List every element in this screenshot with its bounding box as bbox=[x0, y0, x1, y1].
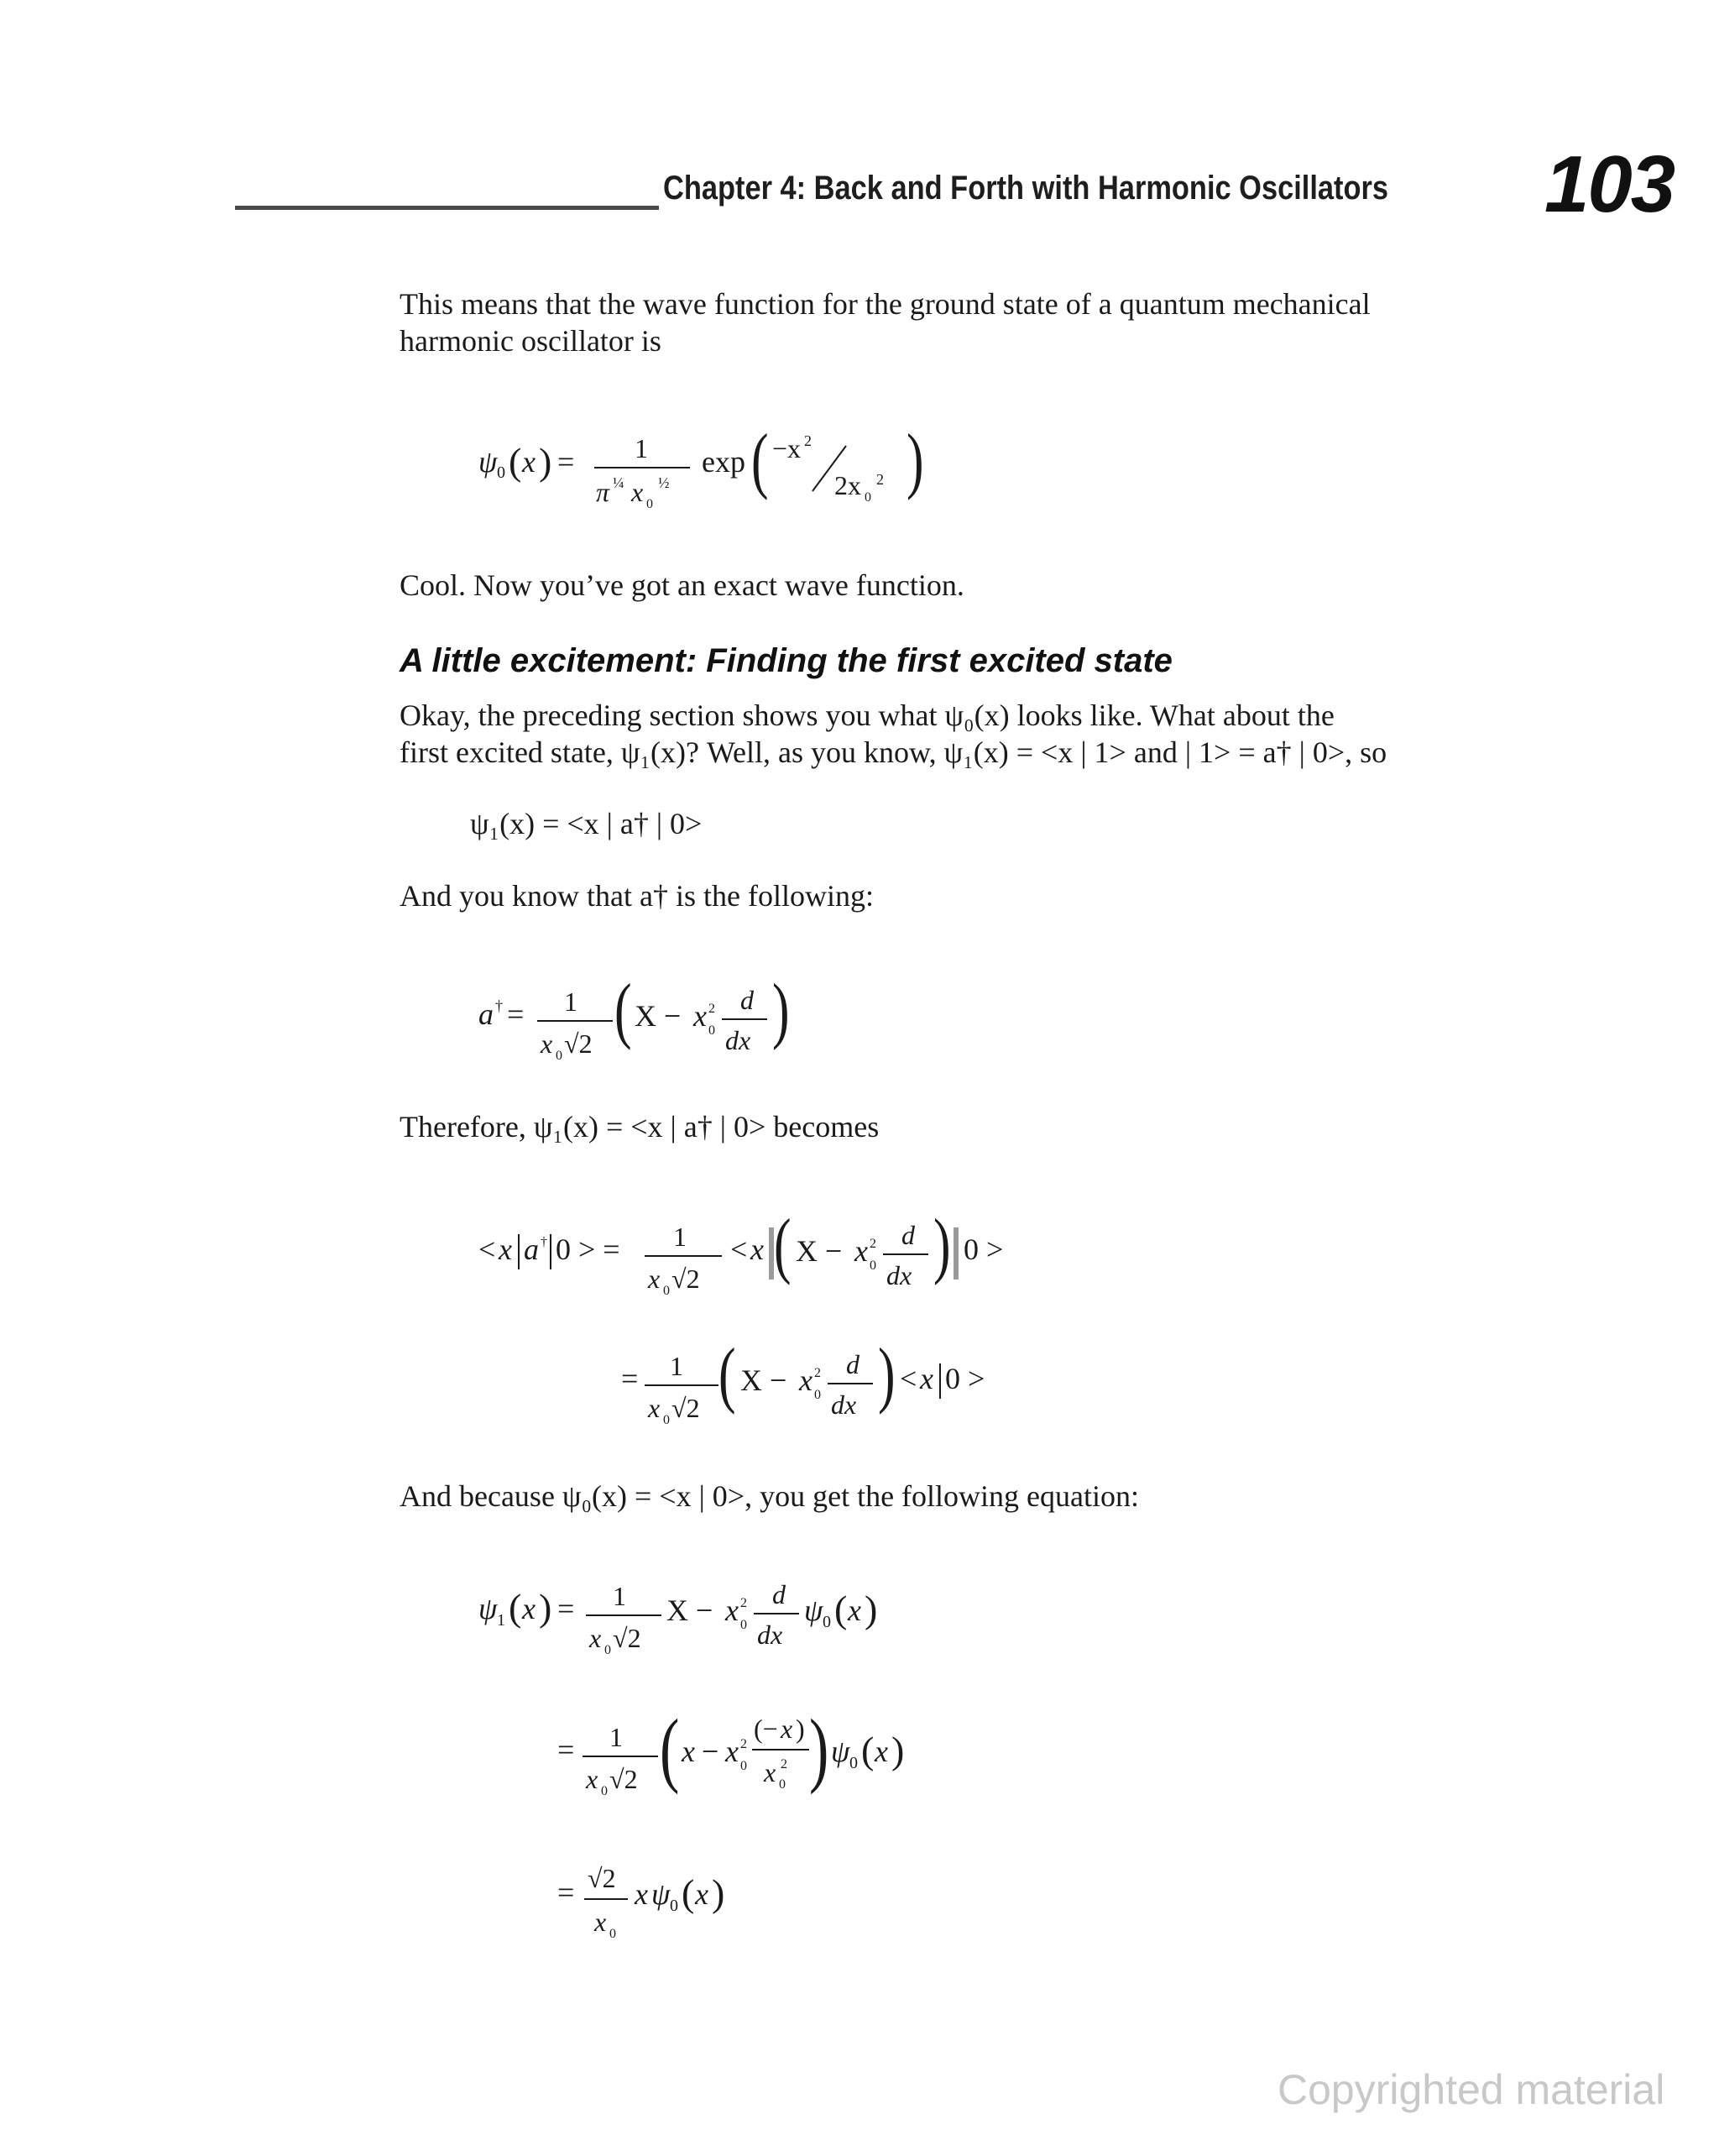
svg-text:0: 0 bbox=[865, 490, 871, 505]
svg-text:x: x bbox=[631, 477, 644, 507]
svg-text:1: 1 bbox=[635, 433, 648, 463]
svg-text:X −: X − bbox=[666, 1593, 713, 1627]
svg-text:x: x bbox=[648, 1264, 661, 1294]
svg-text:0: 0 bbox=[814, 1388, 821, 1402]
svg-text:(: ( bbox=[861, 1729, 875, 1771]
svg-text:dx: dx bbox=[831, 1389, 857, 1420]
equation-psi1-derivation bbox=[470, 1570, 1058, 1939]
svg-text:0: 0 bbox=[779, 1777, 786, 1792]
svg-text:x: x bbox=[750, 1232, 764, 1266]
svg-text:): ) bbox=[539, 1586, 552, 1629]
svg-text:2: 2 bbox=[870, 1237, 876, 1251]
svg-text:0: 0 bbox=[663, 1413, 670, 1427]
svg-text:2: 2 bbox=[876, 471, 884, 488]
svg-text:0: 0 bbox=[740, 1759, 747, 1773]
svg-text:1: 1 bbox=[613, 1581, 626, 1611]
svg-text:x: x bbox=[682, 1735, 695, 1768]
svg-text:<: < bbox=[900, 1362, 917, 1395]
svg-text:−x: −x bbox=[772, 433, 802, 463]
svg-text:0: 0 bbox=[497, 463, 505, 482]
svg-text:½: ½ bbox=[658, 474, 670, 491]
svg-text:x: x bbox=[781, 1714, 793, 1744]
svg-text:(: ( bbox=[682, 1871, 695, 1914]
svg-text:x: x bbox=[799, 1363, 812, 1397]
svg-text:<: < bbox=[730, 1232, 748, 1266]
paragraph-cool: Cool. Now you’ve got an exact wave function. bbox=[400, 568, 964, 602]
svg-text:=: = bbox=[557, 1592, 575, 1625]
svg-text:d: d bbox=[846, 1349, 860, 1379]
svg-text:x: x bbox=[594, 1907, 607, 1937]
svg-text:1: 1 bbox=[670, 1351, 683, 1381]
svg-text:2: 2 bbox=[804, 432, 812, 449]
svg-text:1: 1 bbox=[609, 1722, 623, 1752]
svg-text:x: x bbox=[695, 1877, 708, 1911]
section-heading: A little excitement: Finding the first excited state bbox=[400, 642, 1173, 679]
svg-text:x: x bbox=[522, 1592, 536, 1625]
paragraph-a-dagger: And you know that a† is the following: bbox=[400, 879, 874, 913]
svg-text:x: x bbox=[854, 1234, 868, 1268]
svg-text:=: = bbox=[507, 997, 525, 1031]
svg-text:0: 0 bbox=[670, 1897, 678, 1915]
paragraph-intro: This means that the wave function for the ground state of a quantum mechanical harmonic oscillator is bbox=[400, 287, 1371, 358]
svg-text:(: ( bbox=[614, 969, 632, 1051]
svg-text:(: ( bbox=[834, 1588, 848, 1630]
svg-text:√2: √2 bbox=[588, 1863, 616, 1893]
svg-text:2x: 2x bbox=[834, 470, 861, 500]
paragraph-excited-line1: Okay, the preceding section shows you what ψ₀(x) looks like. What about the bbox=[400, 699, 1335, 732]
svg-text:2: 2 bbox=[814, 1366, 821, 1380]
svg-text:X −: X − bbox=[796, 1234, 843, 1268]
equation-matrix-element bbox=[470, 1204, 1058, 1427]
svg-text:0: 0 bbox=[823, 1613, 831, 1631]
header-rule bbox=[235, 206, 659, 210]
svg-text:(−: (− bbox=[754, 1714, 778, 1744]
page-number: 103 bbox=[1544, 139, 1675, 229]
svg-text:X −: X − bbox=[740, 1363, 787, 1397]
svg-text:0: 0 bbox=[604, 1643, 611, 1657]
svg-text:2: 2 bbox=[781, 1757, 787, 1771]
svg-text:(: ( bbox=[774, 1204, 792, 1286]
svg-text:): ) bbox=[878, 1333, 896, 1416]
svg-text:): ) bbox=[796, 1714, 805, 1744]
svg-text:0 >: 0 > bbox=[964, 1232, 1004, 1266]
svg-text:x: x bbox=[848, 1593, 861, 1627]
paragraph-excited-line2: first excited state, ψ₁(x)? Well, as you know, ψ₁(x) = <x | 1> and | 1> = a† | 0>, so bbox=[400, 735, 1387, 769]
svg-text:x: x bbox=[725, 1593, 739, 1627]
svg-text:): ) bbox=[907, 419, 924, 501]
svg-text:0: 0 bbox=[646, 497, 653, 511]
svg-text:(: ( bbox=[509, 1586, 522, 1629]
svg-text:x: x bbox=[764, 1757, 776, 1787]
svg-text:): ) bbox=[712, 1871, 725, 1914]
svg-text:x: x bbox=[920, 1362, 933, 1395]
svg-text:−: − bbox=[702, 1735, 719, 1768]
svg-text:x: x bbox=[541, 1028, 553, 1059]
equation-ground-state bbox=[470, 419, 940, 516]
svg-text:a: a bbox=[478, 997, 494, 1031]
svg-text:√2: √2 bbox=[671, 1393, 700, 1423]
svg-text:π: π bbox=[596, 477, 610, 507]
svg-text:a: a bbox=[524, 1232, 539, 1266]
svg-text:†: † bbox=[541, 1235, 547, 1249]
svg-text:=: = bbox=[621, 1362, 639, 1395]
svg-text:x: x bbox=[522, 445, 536, 479]
svg-text:0: 0 bbox=[663, 1284, 670, 1298]
equation-a-dagger bbox=[470, 969, 823, 1066]
svg-text:†: † bbox=[495, 997, 503, 1014]
svg-text:0: 0 bbox=[601, 1784, 608, 1798]
svg-text:(: ( bbox=[660, 1701, 680, 1796]
chapter-title: Chapter 4: Back and Forth with Harmonic Oscillators bbox=[663, 170, 1389, 207]
svg-text:x: x bbox=[725, 1735, 739, 1768]
svg-text:x: x bbox=[589, 1623, 602, 1653]
svg-text:2: 2 bbox=[740, 1737, 747, 1751]
svg-text:¼: ¼ bbox=[613, 474, 624, 491]
svg-text:(: ( bbox=[751, 419, 769, 501]
svg-text:): ) bbox=[891, 1729, 905, 1771]
svg-text:0: 0 bbox=[556, 1049, 562, 1063]
svg-text:√2: √2 bbox=[564, 1028, 593, 1059]
svg-text:1: 1 bbox=[497, 1611, 505, 1630]
svg-text:0: 0 bbox=[740, 1618, 747, 1632]
svg-text:): ) bbox=[865, 1588, 878, 1630]
svg-text:d: d bbox=[740, 985, 754, 1015]
svg-text:dx: dx bbox=[886, 1260, 912, 1290]
svg-text:x: x bbox=[586, 1764, 598, 1794]
svg-text:ψ: ψ bbox=[478, 1592, 498, 1625]
svg-text:): ) bbox=[809, 1701, 829, 1796]
svg-text:=: = bbox=[557, 1876, 575, 1909]
svg-text:1: 1 bbox=[673, 1222, 687, 1252]
svg-text:√2: √2 bbox=[609, 1764, 638, 1794]
svg-text:d: d bbox=[901, 1220, 915, 1250]
svg-text:0 > =: 0 > = bbox=[556, 1232, 620, 1266]
svg-text:(: ( bbox=[509, 440, 522, 483]
svg-text:√2: √2 bbox=[671, 1264, 700, 1294]
svg-text:ψ: ψ bbox=[804, 1593, 823, 1627]
svg-text:ψ: ψ bbox=[478, 445, 498, 479]
svg-text:<: < bbox=[478, 1232, 496, 1266]
svg-text:=: = bbox=[557, 445, 575, 479]
svg-text:0 >: 0 > bbox=[945, 1362, 985, 1395]
svg-text:ψ: ψ bbox=[651, 1877, 671, 1911]
svg-text:0: 0 bbox=[870, 1259, 876, 1273]
paragraph-therefore: Therefore, ψ₁(x) = <x | a† | 0> becomes bbox=[400, 1110, 880, 1143]
svg-text:x: x bbox=[648, 1393, 661, 1423]
svg-text:=: = bbox=[557, 1733, 575, 1766]
equation-psi1-bracket: ψ₁(x) = <x | a† | 0> bbox=[470, 807, 703, 840]
copyright-watermark: Copyrighted material bbox=[1277, 2066, 1665, 2113]
svg-text:x: x bbox=[499, 1232, 512, 1266]
svg-text:x: x bbox=[635, 1877, 648, 1911]
svg-text:1: 1 bbox=[564, 986, 577, 1017]
svg-text:X −: X − bbox=[635, 999, 682, 1033]
svg-text:): ) bbox=[772, 969, 790, 1051]
paragraph-because: And because ψ₀(x) = <x | 0>, you get the following equation: bbox=[400, 1479, 1140, 1513]
svg-text:0: 0 bbox=[708, 1023, 715, 1038]
svg-text:exp: exp bbox=[702, 445, 745, 479]
svg-text:√2: √2 bbox=[613, 1623, 641, 1653]
svg-text:2: 2 bbox=[708, 1002, 715, 1016]
svg-text:dx: dx bbox=[725, 1025, 751, 1055]
svg-text:(: ( bbox=[718, 1333, 736, 1416]
svg-text:0: 0 bbox=[609, 1927, 616, 1941]
svg-text:): ) bbox=[933, 1204, 951, 1286]
svg-text:x: x bbox=[875, 1735, 888, 1768]
svg-text:): ) bbox=[539, 440, 552, 483]
svg-text:d: d bbox=[772, 1579, 786, 1609]
svg-text:dx: dx bbox=[757, 1620, 783, 1650]
svg-text:ψ: ψ bbox=[831, 1735, 850, 1768]
svg-text:2: 2 bbox=[740, 1596, 747, 1610]
svg-text:x: x bbox=[693, 999, 707, 1033]
svg-text:0: 0 bbox=[849, 1754, 858, 1772]
